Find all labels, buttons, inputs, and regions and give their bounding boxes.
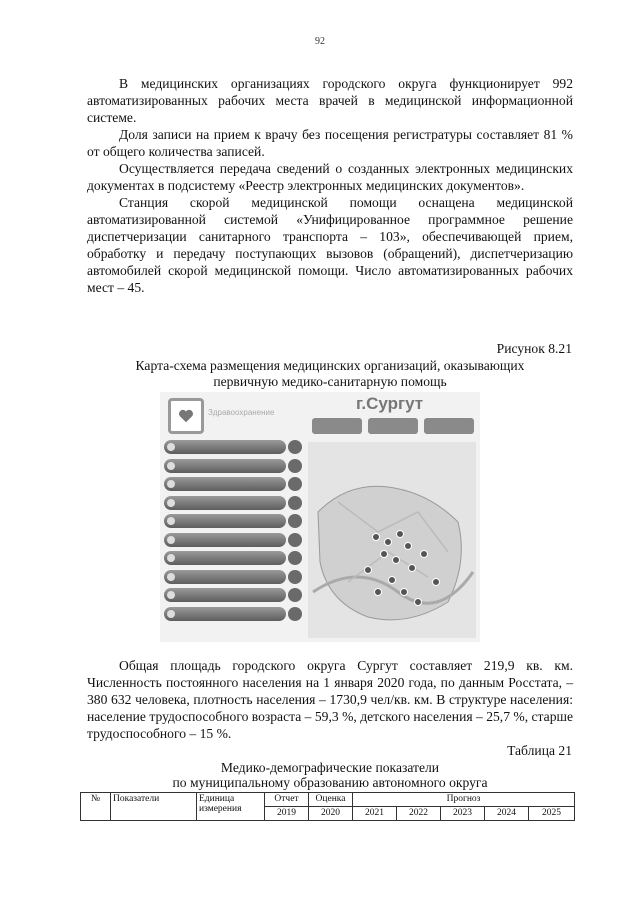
paragraph-ambulance-system: Станция скорой медицинской помощи оснащена медицинской автоматизированной системой «Унифицированное программное решение диспетчеризации санитарного транспорта – 103», обеспечивающей прием, обработку и передачу поступающих вызовов (обращений), диспетчеризацию автомобилей скорой медицинской помощи. Число автоматизированных рабочих мест – 45. — [87, 195, 573, 295]
clinic-menu-item — [164, 588, 286, 602]
map-top-button — [312, 418, 362, 434]
clinic-menu-item — [164, 477, 286, 491]
header-report: Отчет — [265, 793, 309, 807]
clinic-menu-item — [164, 496, 286, 510]
header-unit: Единица измерения — [197, 793, 265, 821]
header-forecast: Прогноз — [353, 793, 575, 807]
menu-item-dot — [167, 517, 175, 525]
map-pin-icon — [389, 577, 396, 584]
header-year: 2021 — [353, 807, 397, 821]
figure-caption-line-1: Карта-схема размещения медицинских организаций, оказывающих — [135, 358, 525, 373]
clinic-menu-item — [164, 570, 286, 584]
menu-item-bullet — [288, 440, 302, 454]
clinic-menu-item — [164, 440, 286, 454]
menu-item-bullet — [288, 477, 302, 491]
clinic-map-figure — [160, 392, 480, 642]
map-pin-icon — [433, 579, 440, 586]
header-year: 2025 — [529, 807, 575, 821]
clinic-menu-item — [164, 551, 286, 565]
intro-text — [87, 75, 573, 296]
map-pin-icon — [365, 567, 372, 574]
paragraph-document-registry: Осуществляется передача сведений о созданных электронных медицинских документах в подсистему «Реестр электронных медицинских документов». — [87, 161, 573, 193]
menu-item-bullet — [288, 607, 302, 621]
healthcare-logo — [168, 398, 204, 434]
menu-item-dot — [167, 610, 175, 618]
menu-item-bullet — [288, 533, 302, 547]
map-top-button — [424, 418, 474, 434]
map-pin-icon — [373, 534, 380, 541]
demographic-table — [80, 792, 575, 821]
city-title: г.Сургут — [356, 394, 424, 413]
table-label: Таблица 21 — [507, 743, 572, 758]
table-caption-line-1: Медико-демографические показатели — [220, 760, 440, 775]
map-pin-icon — [421, 551, 428, 558]
map-pin-icon — [405, 543, 412, 550]
header-estimate: Оценка — [309, 793, 353, 807]
clinic-menu-list — [164, 440, 286, 625]
page-number: 92 — [315, 36, 325, 47]
menu-item-dot — [167, 573, 175, 581]
menu-item-dot — [167, 591, 175, 599]
header-year: 2020 — [309, 807, 353, 821]
population-text — [87, 657, 573, 742]
map-pin-icon — [397, 531, 404, 538]
menu-item-dot — [167, 499, 175, 507]
map-pin-icon — [375, 589, 382, 596]
clinic-menu-item — [164, 533, 286, 547]
table-caption — [87, 760, 573, 790]
clinic-menu-item — [164, 514, 286, 528]
city-map-drawing — [308, 442, 476, 638]
map-top-button — [368, 418, 418, 434]
figure-label: Рисунок 8.21 — [496, 341, 572, 356]
map-pin-icon — [393, 557, 400, 564]
figure-caption-line-2: первичную медико-санитарную помощь — [213, 374, 447, 389]
header-year: 2022 — [397, 807, 441, 821]
header-year: 2024 — [485, 807, 529, 821]
paragraph-population: Общая площадь городского округа Сургут составляет 219,9 кв. км. Численность постоянного населения на 1 января 2020 года, по данным Росстата, – 380 632 человека, плотность населения – 1730,9 чел/кв. км. В структуре населения: население трудоспособного возраста – 59,3 %, детского населения – 25,7 %, старше трудоспособного – 15 %. — [87, 658, 573, 741]
map-pin-icon — [415, 599, 422, 606]
menu-item-dot — [167, 462, 175, 470]
menu-item-bullet — [288, 496, 302, 510]
heart-icon — [177, 407, 195, 425]
map-pin-icon — [385, 539, 392, 546]
menu-item-dot — [167, 554, 175, 562]
header-year: 2019 — [265, 807, 309, 821]
clinic-menu-item — [164, 459, 286, 473]
header-indicators: Показатели — [111, 793, 197, 821]
header-year: 2023 — [441, 807, 485, 821]
menu-item-dot — [167, 443, 175, 451]
menu-item-bullet — [288, 459, 302, 473]
menu-item-bullet — [288, 514, 302, 528]
map-pin-icon — [401, 589, 408, 596]
table-caption-line-2: по муниципальному образованию автономного округа — [172, 775, 488, 790]
map-pin-icon — [409, 565, 416, 572]
figure-header — [160, 392, 480, 437]
paragraph-workstations: В медицинских организациях городского округа функционирует 992 автоматизированных рабочих места врачей в медицинской информационной системе. — [87, 76, 573, 125]
map-pin-icon — [381, 551, 388, 558]
table-header-row — [81, 793, 575, 807]
paragraph-online-booking: Доля записи на прием к врачу без посещения регистратуры составляет 81 % от общего количества записей. — [87, 127, 573, 159]
logo-text: Здравоохранение — [208, 408, 275, 417]
map-top-buttons — [312, 418, 474, 434]
menu-item-bullet — [288, 570, 302, 584]
header-num: № — [81, 793, 111, 821]
clinic-menu-item — [164, 607, 286, 621]
menu-item-dot — [167, 536, 175, 544]
city-map — [308, 442, 476, 638]
menu-item-dot — [167, 480, 175, 488]
menu-item-bullet — [288, 588, 302, 602]
menu-item-bullet — [288, 551, 302, 565]
figure-caption — [87, 358, 573, 390]
